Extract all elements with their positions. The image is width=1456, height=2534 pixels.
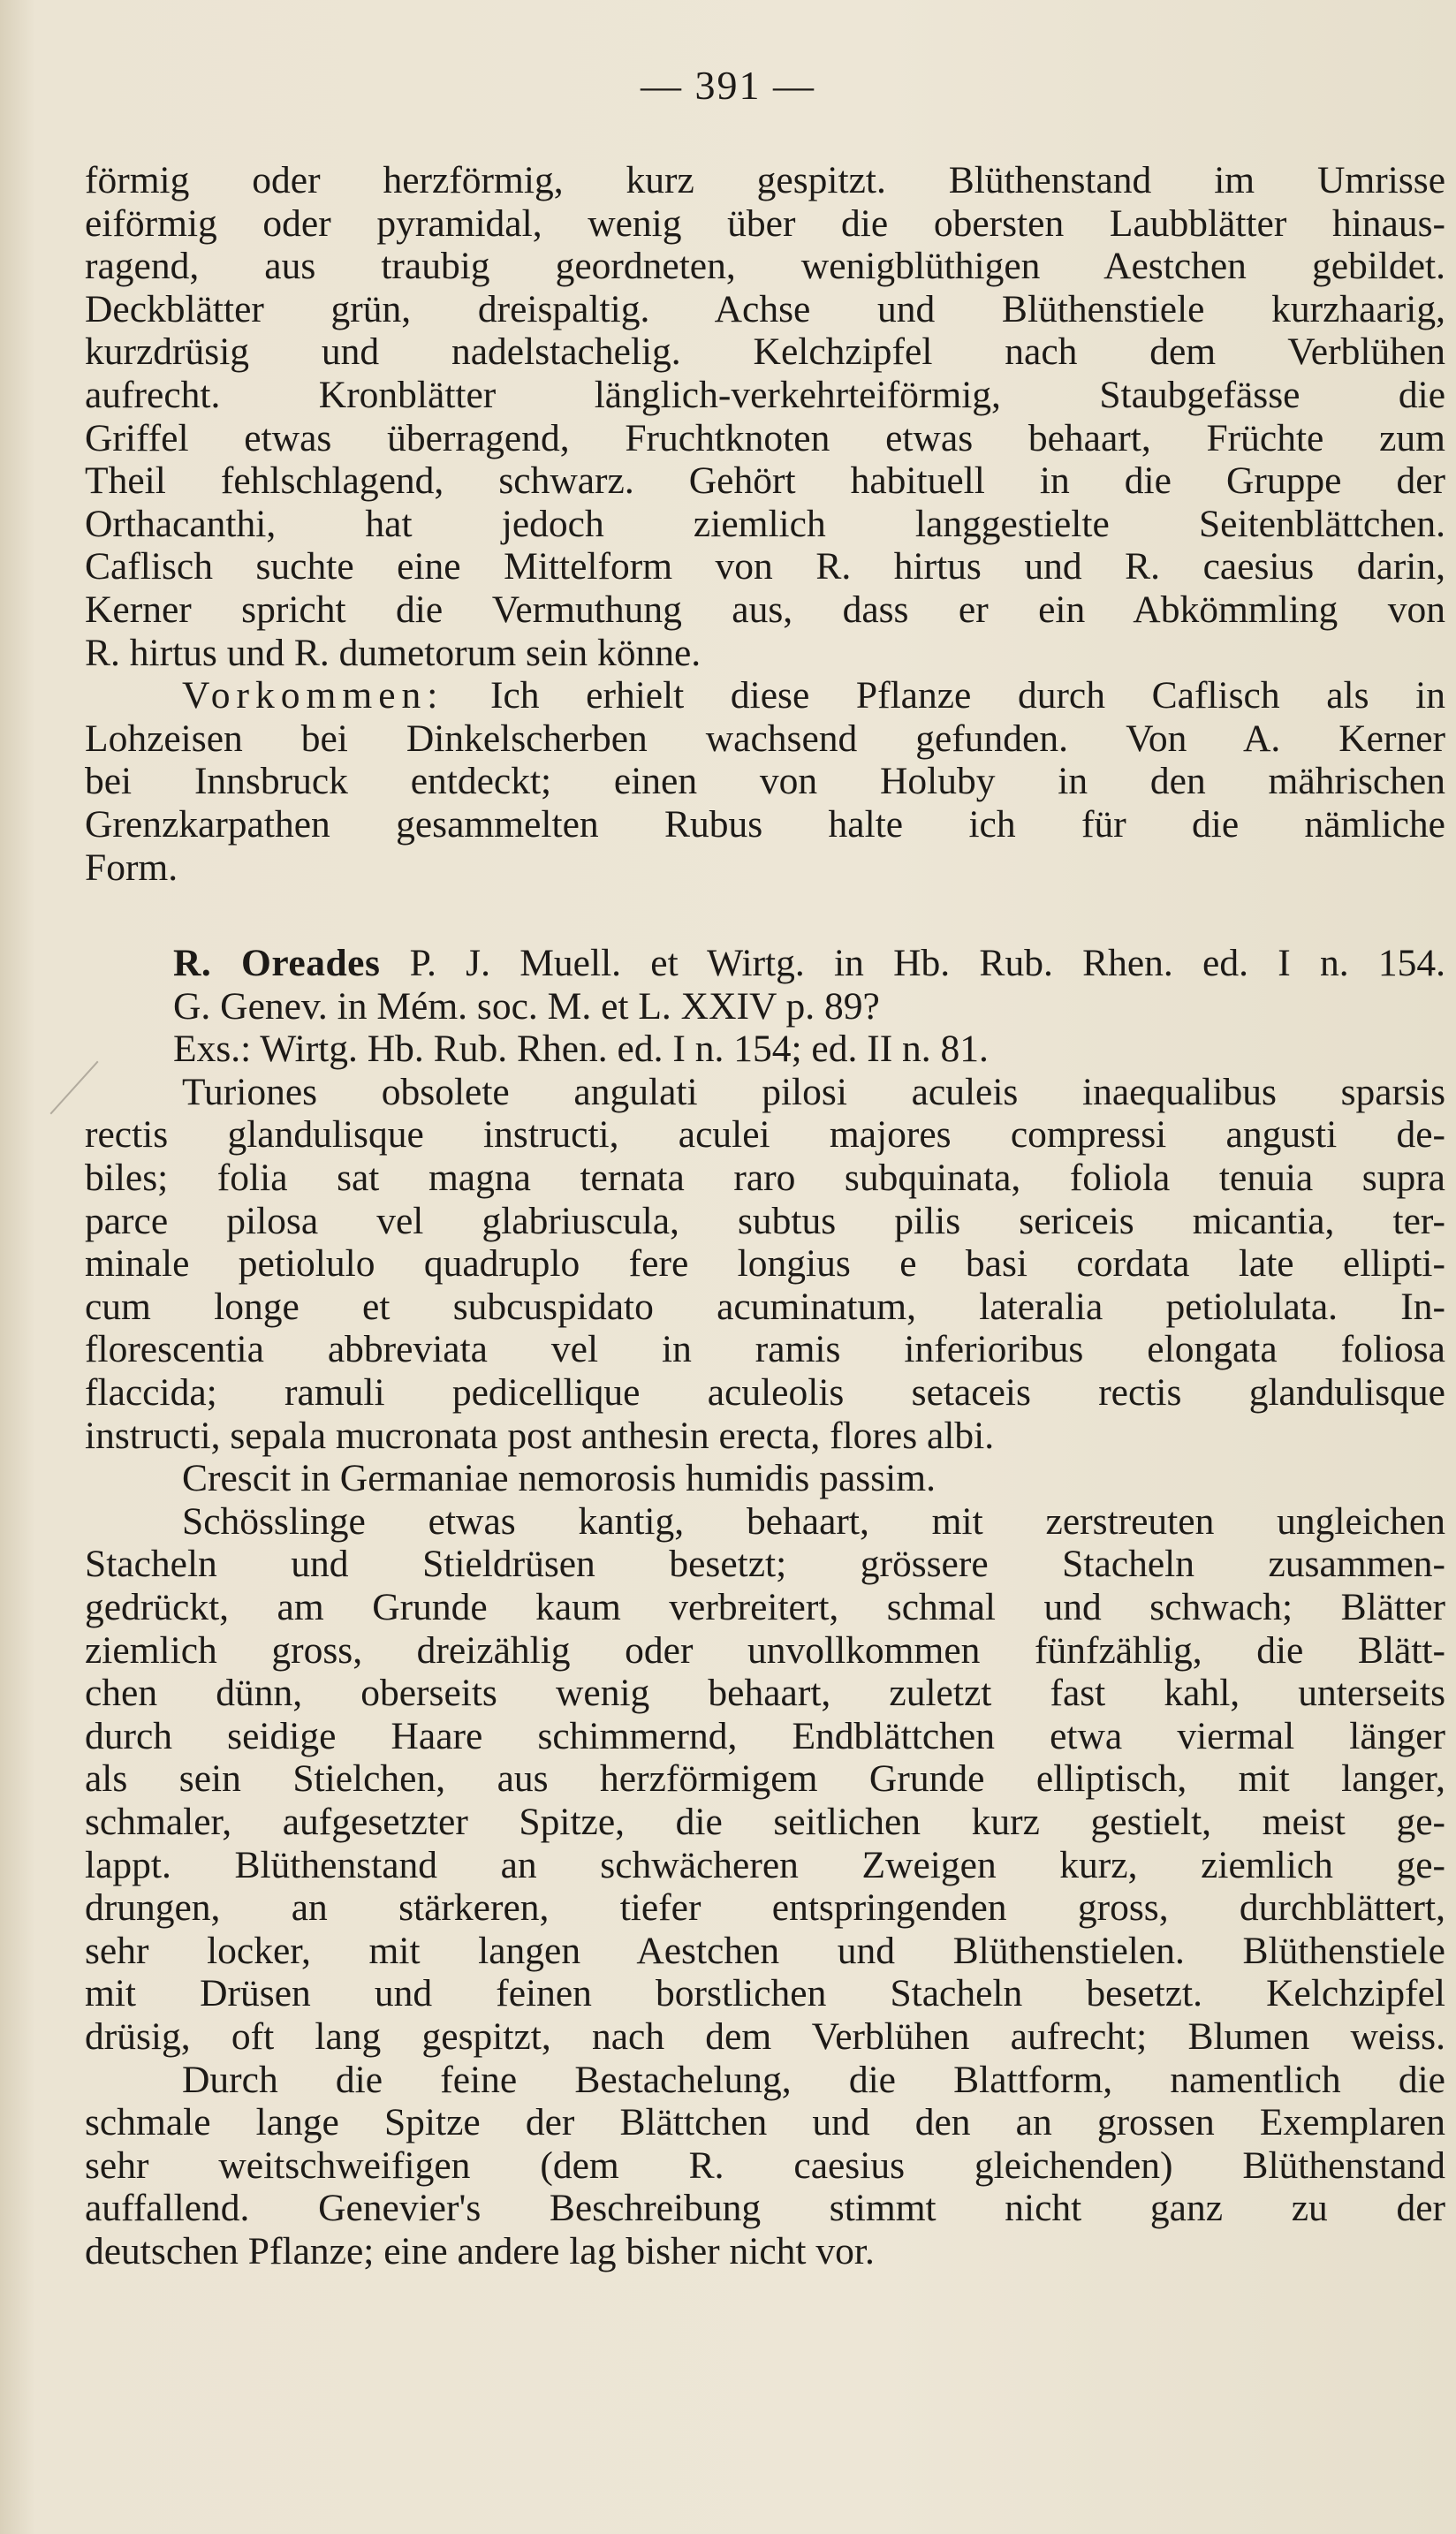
species-author: P. J. Muell. et Wirtg. in Hb. Rub. Rhen. ed. I n. 154. <box>409 942 1445 985</box>
text-line <box>85 942 1445 985</box>
page-number: — 391 — <box>641 63 815 108</box>
text-line: Theil fehlschlagend, schwarz. Gehört habituell in die Gruppe der <box>85 459 1445 503</box>
description-paragraph <box>85 159 1445 674</box>
text-line: aufrecht. Kronblätter länglich-verkehrteiförmig, Staubgefässe die <box>85 373 1445 416</box>
text-line: kurzdrüsig und nadelstachelig. Kelchzipfel nach dem Verblühen <box>85 330 1445 374</box>
vorkommen-first-line: Ich erhielt diese Pflanze durch Caflisch als in <box>489 674 1445 717</box>
text-line: sehr weitschweifigen (dem R. caesius gleichenden) Blüthenstand <box>85 2143 1445 2187</box>
text-line: mit Drüsen und feinen borstlichen Stacheln besetzt. Kelchzipfel <box>85 1972 1445 2015</box>
text-line: Turiones obsolete angulati pilosi aculeis inaequalibus sparsis <box>182 1070 1445 1113</box>
text-line: deutschen Pflanze; eine andere lag bisher nicht vor. <box>85 2229 875 2272</box>
text-line: lappt. Blüthenstand an schwächeren Zweigen kurz, ziemlich ge- <box>85 1843 1445 1886</box>
text-line <box>85 674 1445 717</box>
text-line: auffallend. Genevier's Beschreibung stimmt nicht ganz zu der <box>85 2187 1445 2230</box>
text-line: schmale lange Spitze der Blättchen und den an grossen Exemplaren <box>85 2101 1445 2144</box>
text-line: Griffel etwas überragend, Fruchtknoten etwas behaart, Früchte zum <box>85 416 1445 459</box>
text-line: flaccida; ramuli pedicellique aculeolis setaceis rectis glandulisque <box>85 1371 1445 1415</box>
text-line: drungen, an stärkeren, tiefer entspringenden gross, durchblättert, <box>85 1886 1445 1930</box>
final-paragraph <box>85 2059 1445 2273</box>
text-line: florescentia abbreviata vel in ramis inferioribus elongata foliosa <box>85 1328 1445 1371</box>
text-line: Kerner spricht die Vermuthung aus, dass er ein Abkömmling von <box>85 588 1445 631</box>
vorkommen-label: Vorkommen: <box>182 674 444 717</box>
text-line: chen dünn, oberseits wenig behaart, zuletzt fast kahl, unterseits <box>85 1672 1445 1715</box>
text-line: als sein Stielchen, aus herzförmigem Grunde elliptisch, mit langer, <box>85 1757 1445 1801</box>
latin-diagnosis <box>85 1071 1445 1500</box>
page-text <box>85 159 1445 2273</box>
text-line: gedrückt, am Grunde kaum verbreitert, schmal und schwach; Blätter <box>85 1586 1445 1628</box>
text-line: rectis glandulisque instructi, aculei majores compressi angusti de- <box>85 1113 1445 1157</box>
text-line: parce pilosa vel glabriuscula, subtus pilis sericeis micantia, ter- <box>85 1199 1445 1242</box>
text-line: ragend, aus traubig geordneten, wenigblüthigen Aestchen gebildet. <box>85 245 1445 288</box>
text-line: R. hirtus und R. dumetorum sein könne. <box>85 631 701 674</box>
text-line: cum longe et subcuspidato acuminatum, lateralia petiolulata. In- <box>85 1285 1445 1328</box>
text-line: Caflisch suchte eine Mittelform von R. hirtus und R. caesius darin, <box>85 545 1445 588</box>
text-line: Form. <box>85 846 178 889</box>
vorkommen-paragraph <box>85 674 1445 889</box>
crescit-line: Crescit in Germaniae nemorosis humidis passim. <box>182 1457 936 1500</box>
text-line: Exs.: Wirtg. Hb. Rub. Rhen. ed. I n. 154; ed. II n. 81. <box>173 1028 989 1071</box>
text-line: Grenzkarpathen gesammelten Rubus halte ich für die nämliche <box>85 802 1445 846</box>
text-line: Durch die feine Bestachelung, die Blattform, namentlich die <box>182 2058 1445 2101</box>
text-line: minale petiolulo quadruplo fere longius e basi cordata late ellipti- <box>85 1242 1445 1286</box>
text-line: eiförmig oder pyramidal, wenig über die obersten Laubblätter hinaus- <box>85 201 1445 245</box>
german-description <box>85 1500 1445 2059</box>
text-line: Stacheln und Stieldrüsen besetzt; grössere Stacheln zusammen- <box>85 1543 1445 1586</box>
text-line: biles; folia sat magna ternata raro subquinata, foliola tenuia supra <box>85 1157 1445 1200</box>
text-line: sehr locker, mit langen Aestchen und Blüthenstielen. Blüthenstiele <box>85 1929 1445 1972</box>
text-line: förmig oder herzförmig, kurz gespitzt. Blüthenstand im Umrisse <box>85 159 1445 201</box>
species-header <box>85 942 1445 1071</box>
text-line: durch seidige Haare schimmernd, Endblättchen etwa viermal länger <box>85 1714 1445 1757</box>
section-gap <box>85 889 1445 942</box>
text-line: Deckblätter grün, dreispaltig. Achse und Blüthenstiele kurzhaarig, <box>85 287 1445 330</box>
text-line: instructi, sepala mucronata post anthesin erecta, flores albi. <box>85 1414 995 1457</box>
text-line: Lohzeisen bei Dinkelscherben wachsend gefunden. Von A. Kerner <box>85 717 1445 760</box>
text-line: ziemlich gross, dreizählig oder unvollkommen fünfzählig, die Blätt- <box>85 1628 1445 1672</box>
text-line: schmaler, aufgesetzter Spitze, die seitlichen kurz gestielt, meist ge- <box>85 1800 1445 1843</box>
text-line: drüsig, oft lang gespitzt, nach dem Verblühen aufrecht; Blumen weiss. <box>85 2014 1445 2058</box>
text-line: bei Innsbruck entdeckt; einen von Holuby in den mährischen <box>85 760 1445 803</box>
text-line: G. Genev. in Mém. soc. M. et L. XXIV p. 89? <box>173 984 880 1028</box>
species-name: R. Oreades <box>173 942 381 985</box>
text-line: Orthacanthi, hat jedoch ziemlich langgestielte Seitenblättchen. <box>85 502 1445 545</box>
text-line: Schösslinge etwas kantig, behaart, mit zerstreuten ungleichen <box>182 1499 1445 1543</box>
